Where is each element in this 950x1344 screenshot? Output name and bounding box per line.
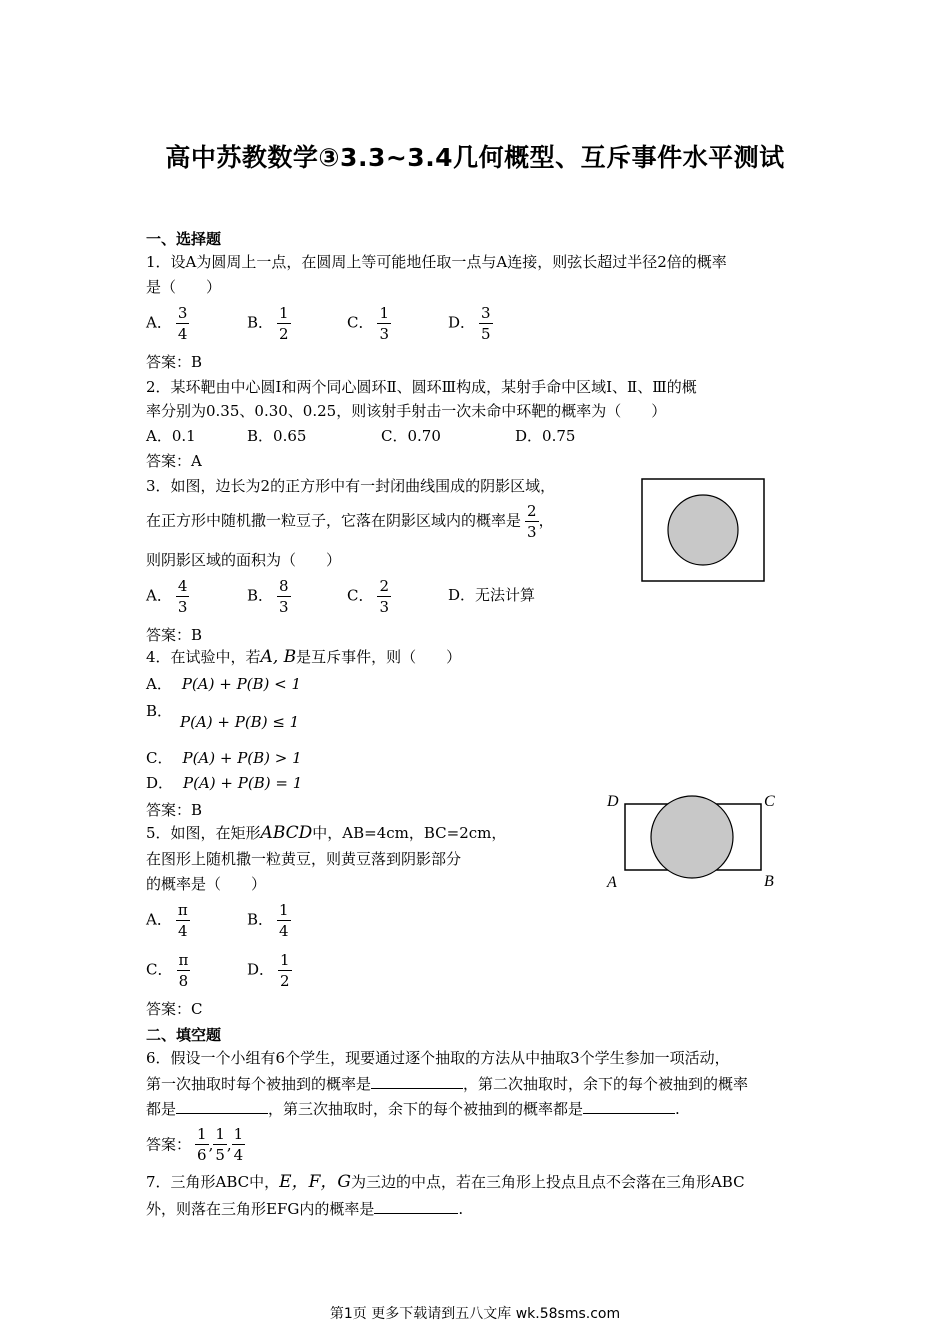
q3-answer: 答案：B: [146, 626, 203, 644]
q5-rectangle-figure: [600, 788, 790, 894]
q5-option-b: B． $\frac{1}{4}$: [247, 901, 289, 940]
q3-option-a: A． $\frac{4}{3}$: [146, 577, 188, 616]
shaded-region: [668, 495, 738, 565]
q5-option-d: D． $\frac{1}{2}$: [247, 951, 290, 990]
q4-option-a: A． P(A) + P(B) < 1: [146, 675, 302, 693]
q4-option-b: P(A) + P(B) ≤ 1: [180, 713, 300, 731]
q1-text-line2: 是（ ）: [146, 278, 222, 296]
q6-text-line2: 第一次抽取时每个被抽到的概率是 ，第二次抽取时，余下的每个被抽到的概率: [146, 1075, 749, 1093]
q2-answer: 答案：A: [146, 452, 202, 470]
q2-text-line1: 2．某环靶由中心圆Ⅰ和两个同心圆环Ⅱ、圆环Ⅲ构成，某射手命中区域Ⅰ、Ⅱ、Ⅲ的概: [146, 378, 697, 396]
q5-answer: 答案：C: [146, 1000, 203, 1018]
q3-option-b: B． $\frac{8}{3}$: [247, 577, 289, 616]
q1-option-c: C． $\frac{1}{3}$: [347, 304, 390, 343]
q5-option-c: C． $\frac{\pi}{8}$: [146, 951, 189, 990]
q3-text-line2: 在正方形中随机撒一粒豆子，它落在阴影区域内的概率是 $\frac{2}{3}$ ，: [146, 502, 554, 541]
section-heading-choice: 一、选择题: [146, 230, 222, 248]
q1-option-b: B． $\frac{1}{2}$: [247, 304, 289, 343]
q6-answer: 答案： $\frac{1}{6}$ , $\frac{1}{5}$ , $\frac{1}{4}$: [146, 1125, 244, 1164]
q7-text-line2: 外，则落在三角形EFG内的概率是 .: [146, 1200, 464, 1218]
q4-answer: 答案：B: [146, 801, 203, 819]
q1-answer: 答案：B: [146, 353, 203, 371]
q6-text-line3: 都是 ，第三次抽取时，余下的每个被抽到的概率都是 .: [146, 1100, 680, 1118]
q6-blank-1[interactable]: [371, 1073, 463, 1089]
q6-blank-2[interactable]: [176, 1098, 268, 1114]
q6-text-line1: 6．假设一个小组有6个学生，现要通过逐个抽取的方法从中抽取3个学生参加一项活动，: [146, 1049, 730, 1067]
q4-option-c: C． P(A) + P(B) > 1: [146, 749, 302, 767]
q7-blank[interactable]: [374, 1198, 458, 1214]
q2-option-c: C．0.70: [381, 427, 441, 445]
corner-label-b: B: [764, 873, 774, 890]
q3-option-c: C． $\frac{2}{3}$: [347, 577, 390, 616]
corner-label-a: A: [607, 874, 617, 891]
q3-text-line3: 则阴影区域的面积为（ ）: [146, 551, 342, 569]
q5-text-line2: 在图形上随机撒一粒黄豆，则黄豆落到阴影部分: [146, 850, 462, 868]
q2-option-d: D．0.75: [515, 427, 576, 445]
q5-text-line1: 5．如图，在矩形ABCD中，AB=4cm，BC=2cm，: [146, 823, 507, 843]
q3-option-d: D．无法计算: [448, 586, 536, 604]
q7-text-line1: 7．三角形ABC中，E，F，G为三边的中点，若在三角形上投点且点不会落在三角形ABC: [146, 1172, 745, 1192]
q1-option-a: A． $\frac{3}{4}$: [146, 304, 188, 343]
corner-label-d: D: [607, 793, 619, 810]
corner-label-c: C: [764, 793, 775, 810]
q2-option-b: B．0.65: [247, 427, 307, 445]
q2-option-a: A．0.1: [146, 427, 196, 445]
q1-text-line1: 1．设A为圆周上一点，在圆周上等可能地任取一点与A连接，则弦长超过半径2倍的概率: [146, 253, 727, 271]
shaded-circle: [651, 796, 733, 878]
q4-text-line1: 4．在试验中，若A, B是互斥事件，则（ ）: [146, 647, 462, 667]
q3-square-figure: [641, 478, 766, 582]
q5-option-a: A． $\frac{\pi}{4}$: [146, 901, 188, 940]
q5-text-line3: 的概率是（ ）: [146, 875, 267, 893]
section-heading-fill: 二、填空题: [146, 1026, 222, 1044]
page-footer: 第1页 更多下载请到五八文库 wk.58sms.com: [329, 1306, 621, 1322]
q6-blank-3[interactable]: [583, 1098, 675, 1114]
q4-option-d: D． P(A) + P(B) = 1: [146, 774, 303, 792]
page-title: 高中苏教数学③3.3~3.4几何概型、互斥事件水平测试: [165, 143, 785, 172]
q3-text-line1: 3．如图，边长为2的正方形中有一封闭曲线围成的阴影区域，: [146, 477, 556, 495]
q1-option-d: D． $\frac{3}{5}$: [448, 304, 491, 343]
q4-option-b-label: B．: [146, 702, 173, 720]
q2-text-line2: 率分别为0.35、0.30、0.25，则该射手射击一次未命中环靶的概率为（ ）: [146, 402, 667, 420]
